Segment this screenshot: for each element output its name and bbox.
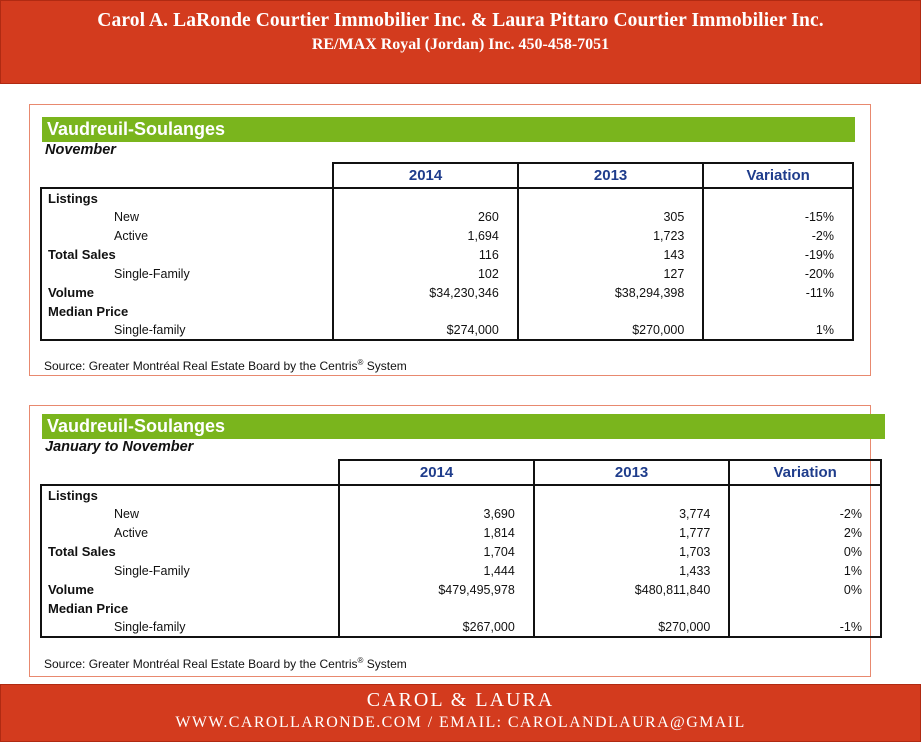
agency-phone: RE/MAX Royal (Jordan) Inc. 450-458-7051: [311, 36, 610, 53]
table-row: [41, 599, 881, 618]
row-label: Listings: [41, 485, 339, 504]
region-title: Vaudreuil-Soulanges: [42, 414, 885, 439]
header-banner: [0, 0, 921, 84]
value-2013: 127: [518, 264, 704, 283]
value-2014: $267,000: [339, 618, 534, 637]
region-title: Vaudreuil-Soulanges: [42, 117, 855, 142]
row-label: Listings: [41, 188, 333, 207]
header-blank-cell: [41, 163, 333, 188]
value-2013: [534, 485, 730, 504]
variation: [729, 485, 881, 504]
period-label: November: [45, 142, 116, 158]
table-row: [41, 504, 881, 523]
row-label: Total Sales: [41, 245, 333, 264]
column-header: Variation: [703, 163, 853, 188]
value-2013: 1,703: [534, 542, 730, 561]
source-note: Source: Greater Montréal Real Estate Board by the Centris® System: [44, 358, 407, 373]
value-2013: 1,777: [534, 523, 730, 542]
row-label: Volume: [41, 283, 333, 302]
row-label: Single-family: [41, 321, 333, 340]
value-2013: $38,294,398: [518, 283, 704, 302]
variation: 0%: [729, 580, 881, 599]
table-row: [41, 523, 881, 542]
table-row: [41, 542, 881, 561]
table-row: [41, 321, 853, 340]
value-2014: 116: [333, 245, 518, 264]
value-2013: 1,433: [534, 561, 730, 580]
value-2013: $270,000: [534, 618, 730, 637]
value-2013: 143: [518, 245, 704, 264]
value-2014: [333, 302, 518, 321]
column-header: Variation: [729, 460, 881, 485]
table-row: [41, 561, 881, 580]
variation: 1%: [729, 561, 881, 580]
stats-table: [40, 162, 854, 341]
row-label: New: [41, 207, 333, 226]
variation: -20%: [703, 264, 853, 283]
variation: -2%: [703, 226, 853, 245]
value-2014: $274,000: [333, 321, 518, 340]
source-note: Source: Greater Montréal Real Estate Board by the Centris® System: [44, 656, 407, 671]
value-2014: $479,495,978: [339, 580, 534, 599]
table-row: [41, 580, 881, 599]
value-2014: 1,444: [339, 561, 534, 580]
table-row: [41, 302, 853, 321]
value-2013: [534, 599, 730, 618]
row-label: Single-Family: [41, 264, 333, 283]
value-2014: 260: [333, 207, 518, 226]
report-panel-january-to-november: [29, 405, 871, 677]
value-2014: [339, 485, 534, 504]
variation: 2%: [729, 523, 881, 542]
row-label: Volume: [41, 580, 339, 599]
row-label: Median Price: [41, 302, 333, 321]
value-2013: 305: [518, 207, 704, 226]
value-2014: 1,694: [333, 226, 518, 245]
footer-contact: WWW.CAROLLARONDE.COM / EMAIL: CAROLANDLAURA@GMAIL: [175, 714, 746, 731]
value-2014: 1,814: [339, 523, 534, 542]
variation: -15%: [703, 207, 853, 226]
value-2013: [518, 302, 704, 321]
variation: [703, 302, 853, 321]
variation: 1%: [703, 321, 853, 340]
row-label: Single-Family: [41, 561, 339, 580]
value-2013: [518, 188, 704, 207]
value-2013: 3,774: [534, 504, 730, 523]
row-label: Total Sales: [41, 542, 339, 561]
report-panel-november: [29, 104, 871, 376]
footer-names: CAROL & LAURA: [366, 689, 555, 711]
variation: [729, 599, 881, 618]
table-row: [41, 264, 853, 283]
row-label: New: [41, 504, 339, 523]
variation: -1%: [729, 618, 881, 637]
variation: -2%: [729, 504, 881, 523]
table-row: [41, 226, 853, 245]
variation: -11%: [703, 283, 853, 302]
value-2013: 1,723: [518, 226, 704, 245]
row-label: Single-family: [41, 618, 339, 637]
value-2013: $480,811,840: [534, 580, 730, 599]
variation: 0%: [729, 542, 881, 561]
variation: -19%: [703, 245, 853, 264]
column-header: 2013: [534, 460, 730, 485]
table-row: [41, 283, 853, 302]
value-2014: $34,230,346: [333, 283, 518, 302]
column-header: 2014: [333, 163, 518, 188]
value-2014: 102: [333, 264, 518, 283]
row-label: Median Price: [41, 599, 339, 618]
header-blank-cell: [41, 460, 339, 485]
row-label: Active: [41, 523, 339, 542]
value-2014: [333, 188, 518, 207]
header-row: [41, 460, 881, 485]
value-2014: 1,704: [339, 542, 534, 561]
value-2014: [339, 599, 534, 618]
brokers-title: Carol A. LaRonde Courtier Immobilier Inc. & Laura Pittaro Courtier Immobilier Inc.: [97, 10, 824, 31]
value-2014: 3,690: [339, 504, 534, 523]
table-row: [41, 207, 853, 226]
row-label: Active: [41, 226, 333, 245]
column-header: 2013: [518, 163, 704, 188]
value-2013: $270,000: [518, 321, 704, 340]
column-header: 2014: [339, 460, 534, 485]
header-row: [41, 163, 853, 188]
period-label: January to November: [45, 439, 194, 455]
table-row: [41, 245, 853, 264]
table-row: [41, 618, 881, 637]
variation: [703, 188, 853, 207]
table-row: [41, 188, 853, 207]
footer-banner: [0, 684, 921, 742]
stats-table: [40, 459, 882, 638]
table-row: [41, 485, 881, 504]
